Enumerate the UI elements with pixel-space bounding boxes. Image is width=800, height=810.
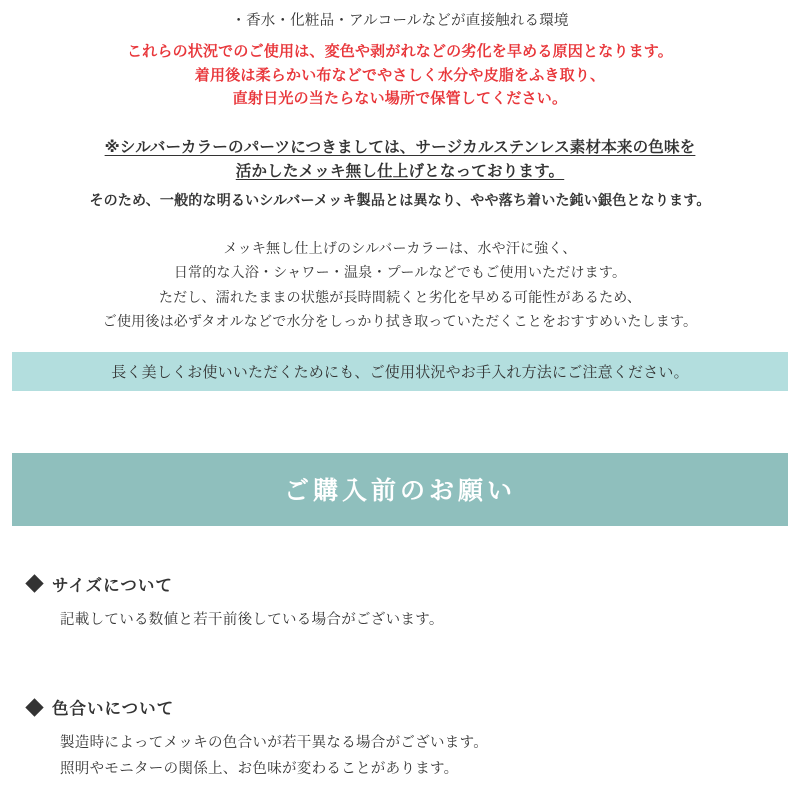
warning-line-2: 着用後は柔らかい布などでやさしく水分や皮脂をふき取り、 [194,66,606,84]
care-line-4: ご使用後は必ずタオルなどで水分をしっかり拭き取っていただくことをおすすめいたします。 [102,313,698,330]
notice-item-color-body-line-1: 製造時によってメッキの色合いが若干異なる場合がございます。 [60,735,489,752]
warning-line-3: 直射日光の当たらない場所で保管してください。 [232,89,568,107]
care-instructions-block [0,236,800,334]
notice-item-color-title [28,695,800,719]
silver-note-line-1: ※シルバーカラーのパーツにつきましては、サージカルステンレス素材本来の色味を [104,139,696,157]
notice-item-color-title-text: 色合いについて [52,700,175,719]
notice-item-size-title-text: サイズについて [52,576,173,595]
notice-item-color-body-line-2: 照明やモニターの関係上、お色味が変わることがあります。 [60,760,459,777]
warning-block [0,40,800,110]
notice-item-size-title [28,572,800,596]
top-bullet-line: ・香水・化粧品・アルコールなどが直接触れる環境 [231,13,569,29]
care-line-1: メッキ無し仕上げのシルバーカラーは、水や汗に強く、 [223,239,577,256]
highlight-banner: 長く美しくお使いいただくためにも、ご使用状況やお手入れ方法にご注意ください。 [12,352,788,391]
diamond-bullet-icon [25,575,43,593]
notice-item-color [28,695,800,782]
warning-line-1: これらの状況でのご使用は、変色や剥がれなどの劣化を早める原因となります。 [126,43,673,61]
silver-note-line-2: 活かしたメッキ無し仕上げとなっております。 [235,163,565,181]
product-care-notice-page [0,10,800,810]
silver-color-note [0,136,800,212]
section-header-title: ご購入前のお願い [12,453,788,526]
diamond-bullet-icon [25,698,43,716]
notice-item-size-body [60,608,800,633]
silver-note-sub-line: そのため、一般的な明るいシルバーメッキ製品とは異なり、やや落ち着いた鈍い銀色となります。 [89,192,711,209]
notice-item-color-body [60,731,800,782]
notice-item-size-body-line-1: 記載している数値と若干前後している場合がございます。 [60,611,444,628]
notice-item-size [28,572,800,633]
care-line-3: ただし、濡れたままの状態が長時間続くと劣化を早める可能性があるため、 [158,288,642,305]
care-line-2: 日常的な入浴・シャワー・温泉・プールなどでもご使用いただけます。 [173,264,627,281]
